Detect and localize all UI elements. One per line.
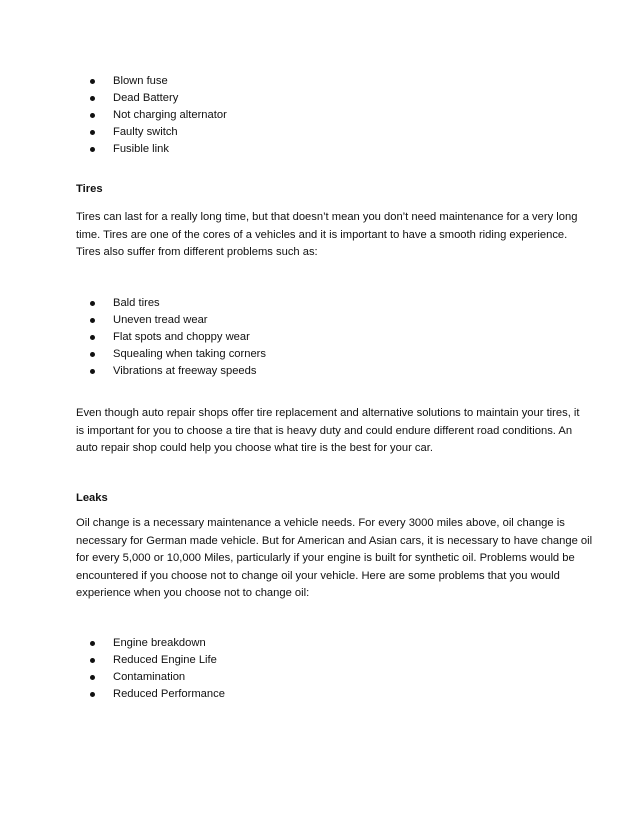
bullet-icon: [90, 147, 95, 152]
paragraph-line: Tires also suffer from different problems such as:: [76, 246, 318, 258]
leaks-heading: Leaks: [76, 492, 108, 504]
paragraph-line: for every 5,000 or 10,000 Miles, particularly if your engine is built for synthetic oil. Problems would be: [76, 552, 575, 564]
tires-heading: Tires: [76, 183, 103, 195]
paragraph-line: time. Tires are one of the cores of a vehicles and it is important to have a smooth riding experience.: [76, 228, 568, 241]
bullet-icon: [90, 369, 95, 374]
paragraph-line: necessary for German made vehicle. But for American and Asian cars, it is necessary to have change oil: [76, 534, 593, 547]
bullet-icon: [90, 130, 95, 135]
bullet-icon: [90, 675, 95, 680]
paragraph-line: auto repair shop could help you choose what tire is the best for your car.: [76, 442, 433, 454]
bullet-icon: [90, 301, 95, 306]
bullet-icon: [90, 658, 95, 663]
bullet-icon: [90, 96, 95, 101]
leaks-intro-paragraph: [76, 515, 592, 603]
bullet-icon: [90, 79, 95, 84]
paragraph-line: is important for you to choose a tire that is heavy duty and could endure different road conditions. An: [76, 424, 573, 437]
tires-advice-paragraph: [76, 405, 580, 458]
document-page: Blown fuse Dead Battery Not charging alternator Faulty switch Fusible link Tires Tires can last for a really long time, but that doesn’t mean you don’t need maintenance for a very long time. Tires are one of the cores of a vehicles and it is important to have a smooth riding experience. Tires also suffer from different problems such as: Bald tires Uneven tread wear Flat spots and choppy wear Squealing when taking corners Vibrations at freeway speeds Even though auto repair shops offer tire replacement and alternative solutions to maintain your tires, it is important for you to choose a tire that is heavy duty and could endure different road conditions. An auto repair shop could help you choose what tire is the best for your car. Leaks Oil change is a necessary maintenance a vehicle needs. For every 3000 miles above, oil change is necessary for German made vehicle. But for American and Asian cars, it is necessary to have change oil for every 5,000 or 10,000 Miles, particularly if your engine is built for synthetic oil. Problems would be encountered if you choose not to change oil your vehicle. Here are some problems that you would experience when you choose not to change oil: Engine breakdown Reduced Engine Life Contamination Reduced Performance: [76, 75, 593, 700]
paragraph-line: encountered if you choose not to change oil your vehicle. Here are some problems that you would: [76, 569, 560, 582]
bullet-icon: [90, 641, 95, 646]
bullet-icon: [90, 318, 95, 323]
paragraph-line: Oil change is a necessary maintenance a vehicle needs. For every 3000 miles above, oil change is: [76, 517, 565, 529]
tires-intro-paragraph: [76, 209, 577, 262]
bullet-icon: [90, 335, 95, 340]
bullet-icon: [90, 113, 95, 118]
paragraph-line: experience when you choose not to change oil:: [76, 587, 310, 599]
bullet-icon: [90, 692, 95, 697]
paragraph-line: Tires can last for a really long time, but that doesn’t mean you don’t need maintenance for a very long: [76, 211, 578, 223]
paragraph-line: Even though auto repair shops offer tire replacement and alternative solutions to maintain your tires, it: [76, 407, 580, 419]
bullet-icon: [90, 352, 95, 357]
